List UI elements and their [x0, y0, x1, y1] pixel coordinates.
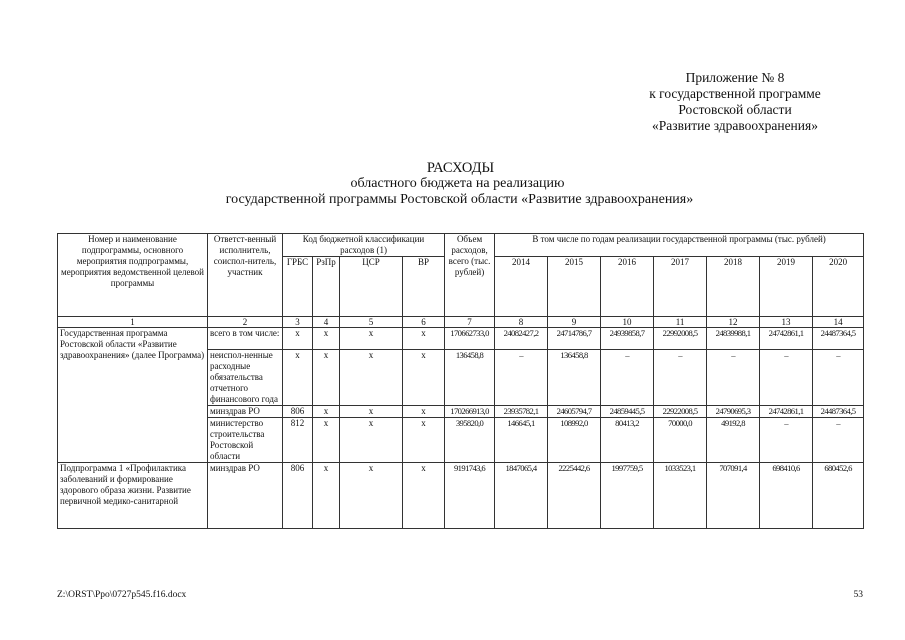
row-responsible: всего в том числе:: [208, 328, 283, 350]
row-value: 24859445,5: [601, 406, 654, 418]
column-index-row: [58, 317, 864, 328]
column-index: 3: [283, 317, 313, 328]
row-value: 80413,2: [601, 418, 654, 463]
row-responsible: неиспол-ненные расходные обязательства отчетного финансового года: [208, 350, 283, 406]
column-index: 11: [654, 317, 707, 328]
column-index: 1: [58, 317, 208, 328]
row-value: 698410,6: [760, 463, 813, 529]
row-value: –: [495, 350, 548, 406]
row-value: 1847065,4: [495, 463, 548, 529]
row-vr: x: [403, 328, 445, 350]
row-value: 1997759,5: [601, 463, 654, 529]
header-year: 2014: [495, 257, 548, 317]
header-year: 2019: [760, 257, 813, 317]
row-value: 395820,0: [445, 418, 495, 463]
header-csr: ЦСР: [340, 257, 403, 317]
row-value: 23935782,1: [495, 406, 548, 418]
row-grbs: x: [283, 328, 313, 350]
row-grbs: 812: [283, 418, 313, 463]
row-value: –: [760, 350, 813, 406]
row-value: 22922008,5: [654, 406, 707, 418]
title-line-1: РАСХОДЫ: [426, 160, 495, 176]
title-line-3: государственной программы Ростовской области «Развитие здравоохранения»: [225, 192, 694, 207]
header-year: 2020: [813, 257, 864, 317]
row-csr: x: [340, 418, 403, 463]
row-value: 70000,0: [654, 418, 707, 463]
row-vr: x: [403, 406, 445, 418]
annex-line-2: к государственной программе: [649, 86, 821, 101]
row-responsible: минздрав РО: [208, 463, 283, 529]
row-value: –: [707, 350, 760, 406]
table-row: [58, 463, 864, 529]
row-responsible: минздрав РО: [208, 406, 283, 418]
annex-line-3: Ростовской области: [678, 102, 792, 117]
header-grbs: ГРБС: [283, 257, 313, 317]
row-value: 170266913,0: [445, 406, 495, 418]
row-grbs: 806: [283, 463, 313, 529]
row-grbs: x: [283, 350, 313, 406]
annex-block: [560, 70, 905, 134]
footer-page-number: 53: [853, 590, 863, 600]
header-rzpr: РзПр: [313, 257, 340, 317]
header-code-group: Код бюджетной классификации расходов (1): [283, 234, 445, 257]
row-value: 2225442,6: [548, 463, 601, 529]
header-name: Номер и наименование подпрограммы, основного мероприятия подпрограммы, мероприятия ведомственной целевой программы: [58, 234, 208, 317]
row-value: –: [813, 418, 864, 463]
row-value: 24082427,2: [495, 328, 548, 350]
header-years-group: В том числе по годам реализации государственной программы (тыс. рублей): [495, 234, 864, 257]
header-year: 2015: [548, 257, 601, 317]
row-value: 24605794,7: [548, 406, 601, 418]
row-value: 24839988,1: [707, 328, 760, 350]
row-responsible: министерство строительства Ростовской области: [208, 418, 283, 463]
row-csr: x: [340, 328, 403, 350]
expenses-table: [57, 233, 864, 529]
program-name: Государственная программа Ростовской области «Развитие здравоохранения» (далее Программа): [58, 328, 208, 463]
header-year: 2016: [601, 257, 654, 317]
column-index: 5: [340, 317, 403, 328]
row-value: 24714786,7: [548, 328, 601, 350]
row-value: 22992008,5: [654, 328, 707, 350]
row-value: 24742861,1: [760, 406, 813, 418]
column-index: 6: [403, 317, 445, 328]
header-year: 2017: [654, 257, 707, 317]
document-title: [0, 160, 905, 208]
row-vr: x: [403, 350, 445, 406]
header-volume: Объем расходов, всего (тыс. рублей): [445, 234, 495, 317]
row-value: –: [760, 418, 813, 463]
footer-file-path: Z:\ORST\Ppo\0727p545.f16.docx: [57, 590, 187, 600]
row-value: 24742861,1: [760, 328, 813, 350]
row-vr: x: [403, 463, 445, 529]
row-value: 24939858,7: [601, 328, 654, 350]
row-value: 136458,8: [445, 350, 495, 406]
column-index: 9: [548, 317, 601, 328]
row-value: –: [654, 350, 707, 406]
row-rzpr: x: [313, 418, 340, 463]
table-row: [58, 328, 864, 350]
row-rzpr: x: [313, 350, 340, 406]
row-value: 1033523,1: [654, 463, 707, 529]
header-responsible: Ответст-венный исполнитель, соиспол-нитель, участник: [208, 234, 283, 317]
row-value: 707091,4: [707, 463, 760, 529]
row-csr: x: [340, 463, 403, 529]
header-vr: ВР: [403, 257, 445, 317]
row-csr: x: [340, 406, 403, 418]
column-index: 7: [445, 317, 495, 328]
row-value: –: [601, 350, 654, 406]
column-index: 14: [813, 317, 864, 328]
table-header-row-1: [58, 234, 864, 257]
row-value: 680452,6: [813, 463, 864, 529]
row-rzpr: x: [313, 406, 340, 418]
row-value: 24790695,3: [707, 406, 760, 418]
row-vr: x: [403, 418, 445, 463]
column-index: 4: [313, 317, 340, 328]
row-value: 24487364,5: [813, 328, 864, 350]
row-csr: x: [340, 350, 403, 406]
row-value: –: [813, 350, 864, 406]
row-rzpr: x: [313, 463, 340, 529]
header-year: 2018: [707, 257, 760, 317]
row-value: 108992,0: [548, 418, 601, 463]
title-line-2: областного бюджета на реализацию: [350, 176, 565, 191]
row-value: 49192,8: [707, 418, 760, 463]
column-index: 2: [208, 317, 283, 328]
row-value: 24487364,5: [813, 406, 864, 418]
subprogram-name: Подпрограмма 1 «Профилактика заболеваний и формирование здорового образа жизни. Развитие первичной медико-санитарной: [58, 463, 208, 529]
row-value: 9191743,6: [445, 463, 495, 529]
column-index: 8: [495, 317, 548, 328]
column-index: 13: [760, 317, 813, 328]
row-value: 170662733,0: [445, 328, 495, 350]
row-value: 136458,8: [548, 350, 601, 406]
annex-line-4: «Развитие здравоохранения»: [652, 118, 818, 133]
row-grbs: 806: [283, 406, 313, 418]
row-value: 146645,1: [495, 418, 548, 463]
row-rzpr: x: [313, 328, 340, 350]
column-index: 10: [601, 317, 654, 328]
annex-line-1: Приложение № 8: [685, 70, 785, 85]
column-index: 12: [707, 317, 760, 328]
